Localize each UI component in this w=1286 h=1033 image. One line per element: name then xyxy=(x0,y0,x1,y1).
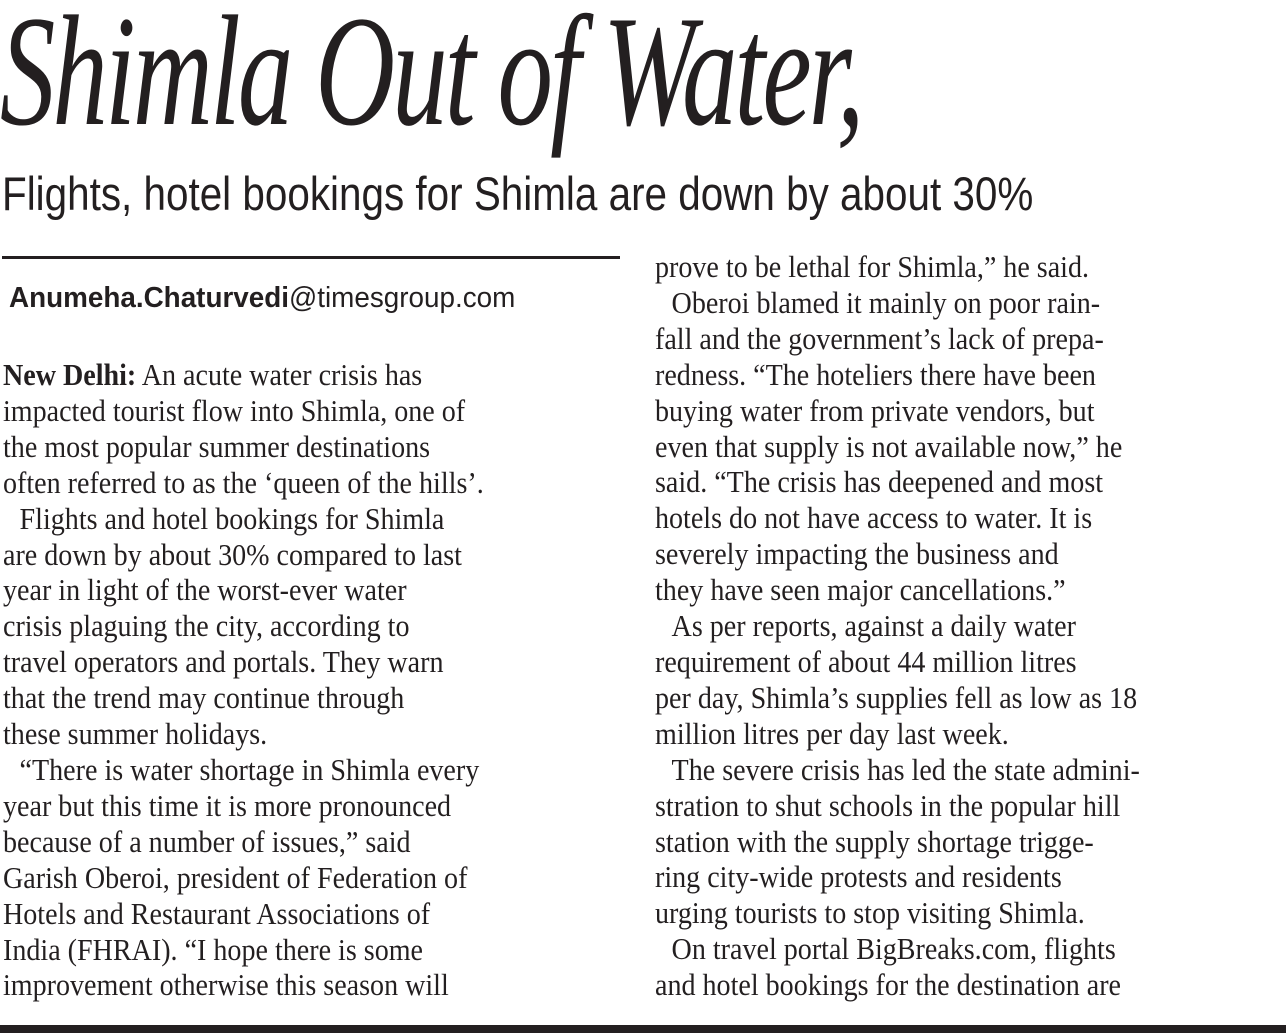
text-line: said. “The crisis has deepened and most xyxy=(655,465,1104,500)
byline-divider xyxy=(2,256,620,259)
text-line: ring city-wide protests and residents xyxy=(655,860,1062,895)
byline-author: Anumeha.Chaturvedi xyxy=(9,282,290,314)
text-line: per day, Shimla’s supplies fell as low as 18 xyxy=(655,680,1138,715)
text-line: fall and the government’s lack of prepa- xyxy=(655,321,1104,356)
text-line: buying water from private vendors, but xyxy=(655,393,1095,428)
text-line: Hotels and Restaurant Associations of xyxy=(3,896,431,931)
text-line: year but this time it is more pronounced xyxy=(3,788,452,823)
text-line: crisis plaguing the city, according to xyxy=(3,609,410,644)
byline-email-domain: @timesgroup.com xyxy=(289,282,516,314)
paragraph-start: “There is water shortage in Shimla every xyxy=(19,752,480,787)
text-line: often referred to as the ‘queen of the hills’. xyxy=(3,465,484,500)
text-line: improvement otherwise this season will xyxy=(3,968,449,1003)
text-line: million litres per day last week. xyxy=(655,716,1009,751)
text-line: and hotel bookings for the destination are xyxy=(655,968,1121,1003)
text-line: these summer holidays. xyxy=(3,717,268,752)
text-line: India (FHRAI). “I hope there is some xyxy=(3,932,424,967)
text-line: requirement of about 44 million litres xyxy=(655,644,1077,679)
text-line: New Delhi: An acute water crisis has xyxy=(3,358,423,392)
left-column xyxy=(3,358,643,1004)
bottom-divider xyxy=(0,1025,1286,1033)
paragraph-start: On travel portal BigBreaks.com, flights xyxy=(671,932,1116,967)
text-line: redness. “The hoteliers there have been xyxy=(655,357,1096,392)
text-line: travel operators and portals. They warn xyxy=(3,645,444,680)
text-line: prove to be lethal for Shimla,” he said. xyxy=(655,250,1090,284)
text-line: hotels do not have access to water. It is xyxy=(655,501,1093,536)
text-line: because of a number of issues,” said xyxy=(3,824,411,859)
paragraph-start: Flights and hotel bookings for Shimla xyxy=(19,501,445,536)
text-line: year in light of the worst-ever water xyxy=(3,573,407,608)
text-line: that the trend may continue through xyxy=(3,681,405,716)
text-line: stration to shut schools in the popular hill xyxy=(655,788,1121,823)
text-line: urging tourists to stop visiting Shimla. xyxy=(655,896,1085,931)
right-column xyxy=(655,250,1286,1004)
paragraph-start: The severe crisis has led the state admini- xyxy=(671,752,1140,787)
text-line: station with the supply shortage trigge- xyxy=(655,824,1094,859)
text-line: the most popular summer destinations xyxy=(3,429,431,464)
paragraph-start: As per reports, against a daily water xyxy=(671,609,1076,644)
text-line: even that supply is not available now,” he xyxy=(655,429,1123,464)
text-line: impacted tourist flow into Shimla, one of xyxy=(3,393,466,428)
paragraph-start: Oberoi blamed it mainly on poor rain- xyxy=(671,285,1101,320)
subheadline: Flights, hotel bookings for Shimla are down by about 30% xyxy=(2,167,1034,220)
byline xyxy=(9,280,515,316)
text-line: they have seen major cancellations.” xyxy=(655,573,1066,608)
dateline: New Delhi: xyxy=(3,358,137,392)
text-line: are down by about 30% compared to last xyxy=(3,537,462,572)
headline: Shimla Out of Water, xyxy=(0,0,862,159)
text-line: Garish Oberoi, president of Federation of xyxy=(3,860,468,895)
text-line: severely impacting the business and xyxy=(655,537,1059,572)
